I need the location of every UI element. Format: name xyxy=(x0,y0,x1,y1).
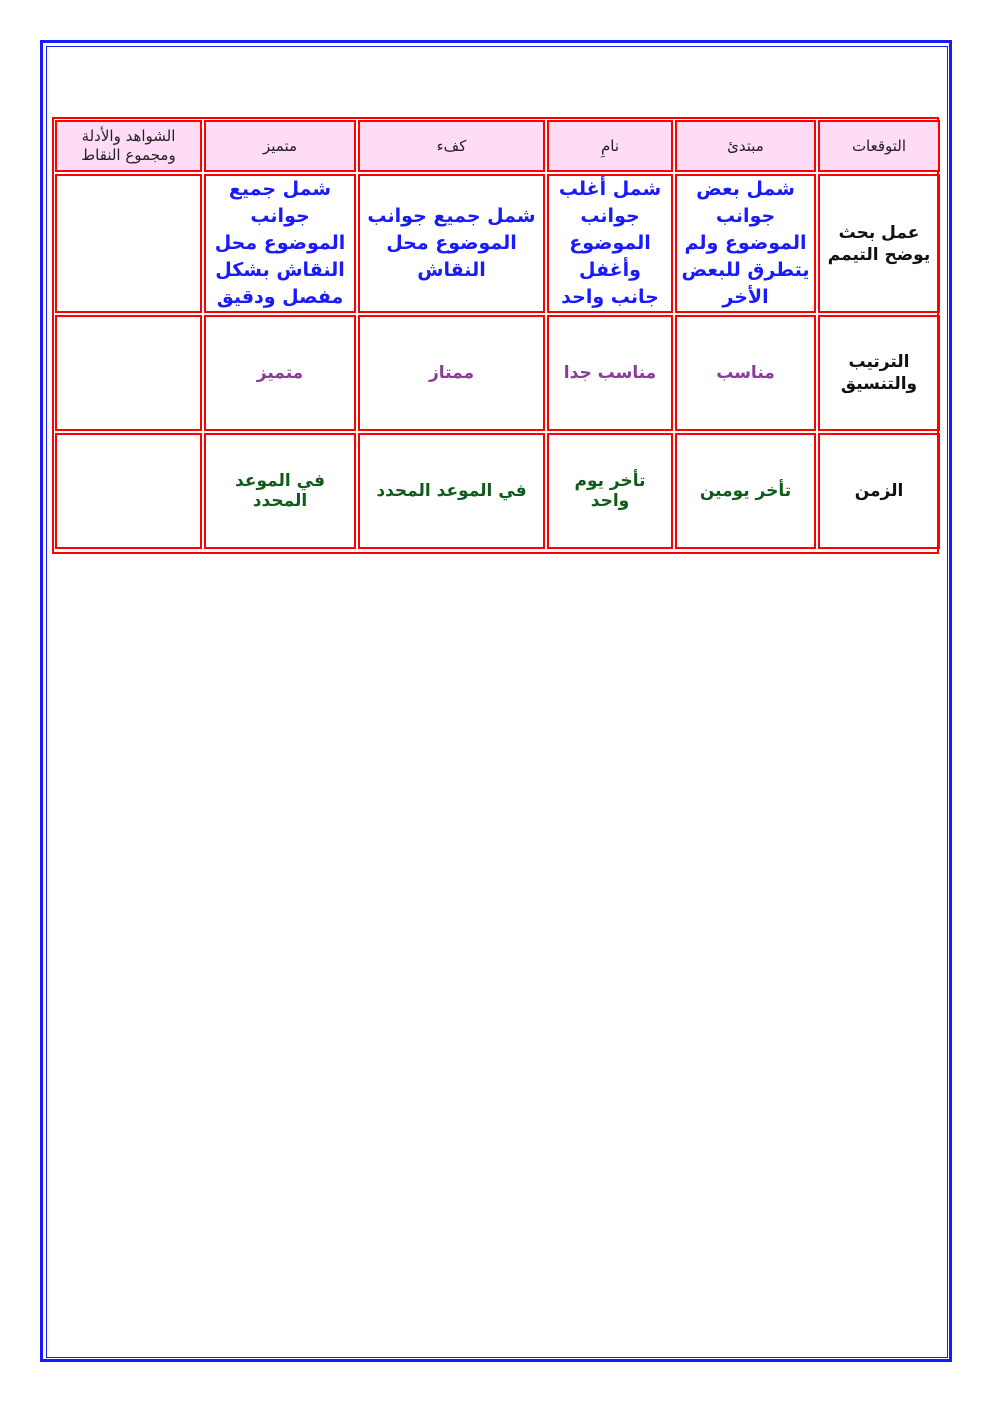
header-row xyxy=(55,120,940,172)
table-row xyxy=(55,315,940,431)
table-cell: تأخر يوم واحد xyxy=(547,433,673,549)
table-cell: تأخر يومين xyxy=(675,433,816,549)
table-cell: شمل جميع جوانب الموضوع محل النقاش xyxy=(358,174,545,313)
header-evidence-points: الشواهد والأدلة ومجموع النقاط xyxy=(55,120,202,172)
row-label: عمل بحث يوضح التيمم xyxy=(818,174,940,313)
row-label: الترتيب والتنسيق xyxy=(818,315,940,431)
table-cell: شمل بعض جوانب الموضوع ولم يتطرق للبعض الأخر xyxy=(675,174,816,313)
table-cell: مناسب xyxy=(675,315,816,431)
table-cell: شمل أغلب جوانب الموضوع وأغفل جانب واحد xyxy=(547,174,673,313)
evidence-cell xyxy=(55,433,202,549)
evidence-cell xyxy=(55,315,202,431)
table-cell: مناسب جدا xyxy=(547,315,673,431)
table-row xyxy=(55,174,940,313)
evidence-cell xyxy=(55,174,202,313)
header-beginner: مبتدئ xyxy=(675,120,816,172)
table-cell: ممتاز xyxy=(358,315,545,431)
table-cell: في الموعد المحدد xyxy=(358,433,545,549)
table-row xyxy=(55,433,940,549)
header-competent: كفء xyxy=(358,120,545,172)
header-distinguished: متميز xyxy=(204,120,356,172)
header-developing: نامِ xyxy=(547,120,673,172)
table-cell: متميز xyxy=(204,315,356,431)
table-cell: شمل جميع جوانب الموضوع محل النقاش بشكل مفصل ودقيق xyxy=(204,174,356,313)
rubric-table xyxy=(53,118,942,551)
row-label: الزمن xyxy=(818,433,940,549)
header-expectations: التوقعات xyxy=(818,120,940,172)
table-cell: في الموعد المحدد xyxy=(204,433,356,549)
